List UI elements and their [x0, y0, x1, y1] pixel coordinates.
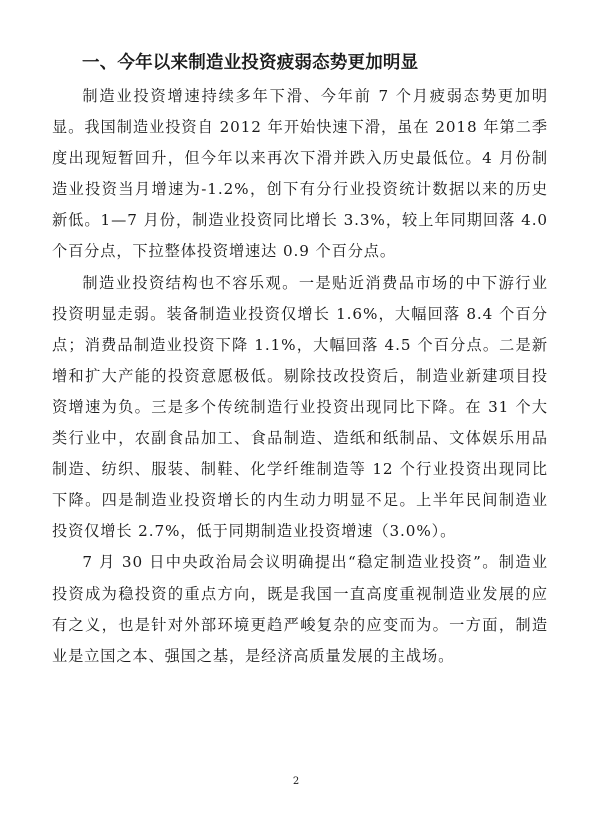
- paragraph-investment-growth: 制造业投资增速持续多年下滑、今年前 7 个月疲弱态势更加明显。我国制造业投资自 2012 年开始快速下滑，虽在 2018 年第二季度出现短暂回升，但今年以来再次下滑并跌入历史最低位。4 月份制造业投资当月增速为-1.2%，创下有分行业投资统计数据以来的历史新低。1—7 月份，制造业投资同比增长 3.3%，较上年同期回落 4.0 个百分点，下拉整体投资增速达 0.9 个百分点。: [52, 87, 548, 261]
- body-text: [52, 81, 548, 672]
- paragraph-politburo-meeting: 7 月 30 日中央政治局会议明确提出“稳定制造业投资”。制造业投资成为稳投资的重点方向，既是我国一直高度重视制造业发展的应有之义，也是针对外部环境更趋严峻复杂的应变而为。一方面，制造业是立国之本、强国之基，是经济高质量发展的主战场。: [52, 553, 548, 665]
- section-heading: 一、今年以来制造业投资疲弱态势更加明显: [82, 53, 419, 73]
- page-number: 2: [292, 776, 300, 787]
- paragraph-investment-structure: 制造业投资结构也不容乐观。一是贴近消费品市场的中下游行业投资明显走弱。装备制造业投资仅增长 1.6%，大幅回落 8.4 个百分点；消费品制造业投资下降 1.1%，大幅回落 4.5 个百分点。二是新增和扩大产能的投资意愿极低。剔除技改投资后，制造业新建项目投资增速为负。三是多个传统制造行业投资出现同比下降。在 31 个大类行业中，农副食品加工、食品制造、造纸和纸制品、文体娱乐用品制造、纺织、服装、制鞋、化学纤维制造等 12 个行业投资出现同比下降。四是制造业投资增长的内生动力明显不足。上半年民间制造业投资仅增长 2.7%，低于同期制造业投资增速（3.0%）。: [52, 273, 548, 541]
